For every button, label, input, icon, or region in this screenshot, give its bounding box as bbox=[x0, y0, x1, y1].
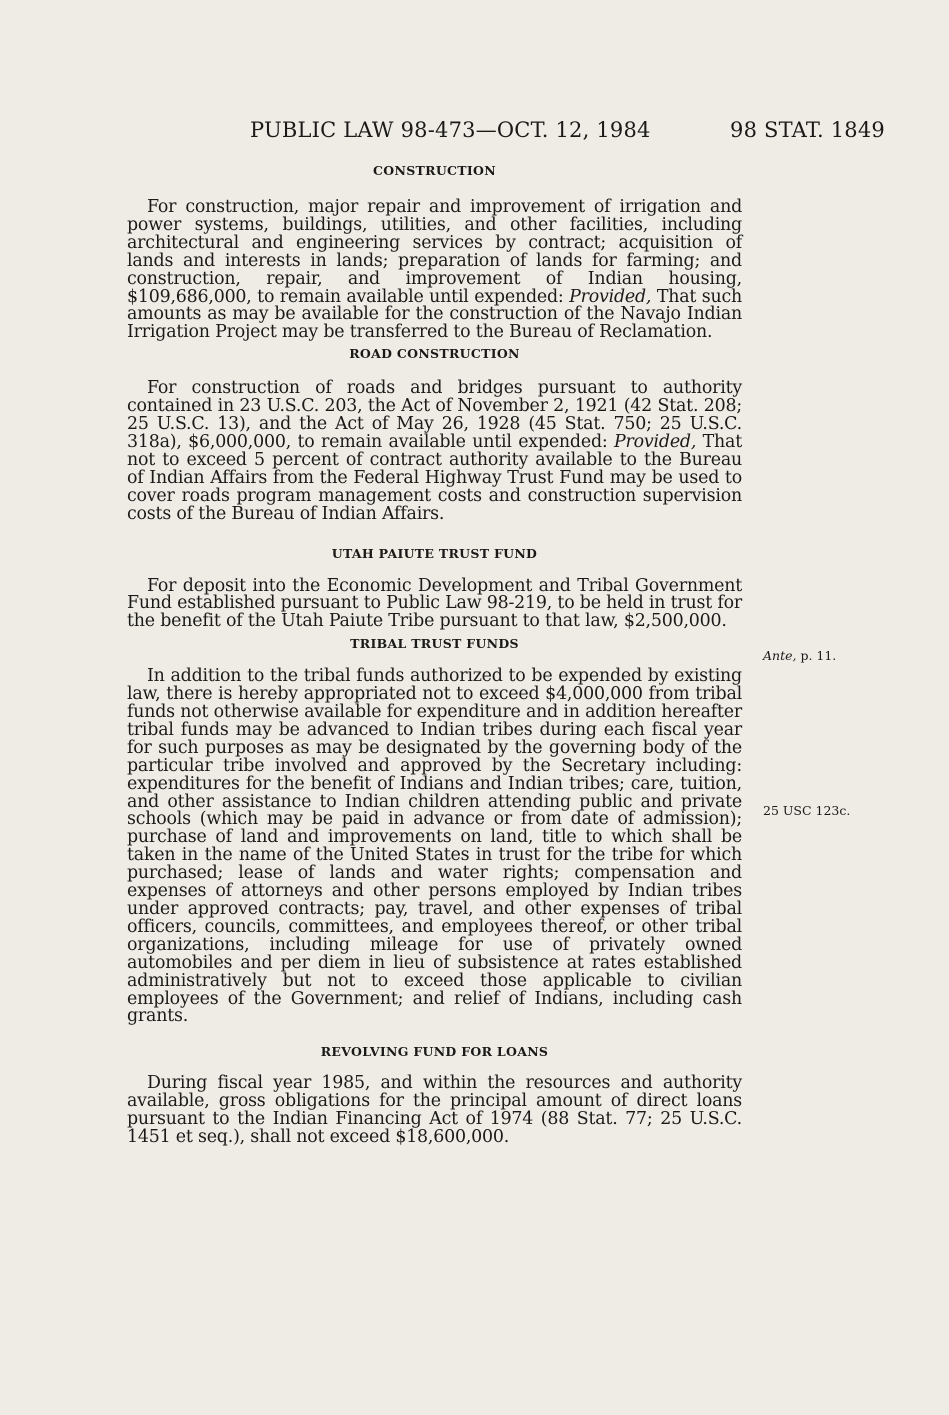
document-body bbox=[127, 163, 742, 1147]
section-text-road-construction bbox=[127, 380, 742, 523]
margin-note-ante-italic: Ante, bbox=[763, 648, 797, 663]
margin-note-ante bbox=[763, 648, 836, 663]
construction-provided: Provided, bbox=[569, 286, 652, 307]
section-heading-revolving-fund: REVOLVING FUND FOR LOANS bbox=[320, 1044, 549, 1060]
section-text-utah-paiute: For deposit into the Economic Development and Tribal Government Fund established pursuant to Public Law 98-219, to be held in trust for the benefit of the Utah Paiute Tribe pursuant to that law, $2,500,000. bbox=[127, 575, 742, 632]
margin-note-usc: 25 USC 123c. bbox=[763, 803, 851, 818]
running-head bbox=[127, 118, 885, 148]
section-heading-road-construction: ROAD CONSTRUCTION bbox=[349, 346, 520, 362]
construction-text-part-1: For construction, major repair and improvement of irrigation and power systems, buildings, utilities, and other facilities, including architectural and engineering services by contract; acquisition of lands and interests in lands; preparation of lands for farming; and construction, repair, and improvement of Indian housing, $109,686,000, to remain available until expended: bbox=[127, 197, 742, 307]
section-heading-tribal-trust: TRIBAL TRUST FUNDS bbox=[350, 636, 519, 652]
section-text-revolving-fund: During fiscal year 1985, and within the resources and authority available, gross obligations for the principal amount of direct loans pursuant to the Indian Financing Act of 1974 (88 Stat. 77; 25 U.S.C. 1451 et seq.), shall not exceed $18,600,000. bbox=[127, 1073, 742, 1148]
road-text-part-2: That not to exceed 5 percent of contract authority available to the Bureau of Indian Affairs from the Federal Highway Trust Fund may be used to cover roads program management costs and construction supervision costs of the Bureau of Indian Affairs. bbox=[127, 431, 743, 524]
road-text-part-1: For construction of roads and bridges pursuant to authority contained in 23 U.S.C. 203, the Act of November 2, 1921 (42 Stat. 208; 25 U.S.C. 13), and the Act of May 26, 1928 (45 Stat. 750; 25 U.S.C. 318a), $6,000,000, to remain available until expended: bbox=[127, 378, 742, 452]
section-text-tribal-trust: In addition to the tribal funds authorized to be expended by existing law, there is hereby appropriated not to exceed $4,000,000 from tribal funds not otherwise available for expenditure and in addition hereafter tribal funds may be advanced to Indian tribes during each fiscal year for such purposes as may be designated by the governing body of the particular tribe involved and approved by the Secretary including: expenditures for the benefit of Indians and Indian tribes; care, tuition, and other assistance to Indian children attending public and private schools (which may be paid in advance or from date of admission); purchase of land and improvements on land, title to which shall be taken in the name of the United States in trust for the tribe for which purchased; lease of lands and water rights; compensation and expenses of attorneys and other persons employed by Indian tribes under approved contracts; pay, travel, and other expenses of tribal officers, councils, committees, and employees thereof, or other tribal organizations, including mileage for use of privately owned automobiles and per diem in lieu of subsistence at rates established administratively but not to exceed those applicable to civilian employees of the Government; and relief of Indians, including cash grants. bbox=[127, 666, 742, 1027]
running-head-title: PUBLIC LAW 98-473—OCT. 12, 1984 bbox=[250, 118, 651, 142]
section-heading-construction: CONSTRUCTION bbox=[373, 163, 496, 178]
running-head-page-number: 98 STAT. 1849 bbox=[730, 118, 885, 142]
road-provided: Provided, bbox=[614, 431, 697, 452]
section-heading-utah-paiute: UTAH PAIUTE TRUST FUND bbox=[331, 545, 538, 561]
section-text-construction bbox=[127, 199, 742, 342]
construction-text-part-2: That such amounts as may be available for the construction of the Navajo Indian Irrigation Project may be transferred to the Bureau of Reclamation. bbox=[127, 286, 742, 343]
margin-note-ante-page: p. 11. bbox=[796, 648, 837, 663]
